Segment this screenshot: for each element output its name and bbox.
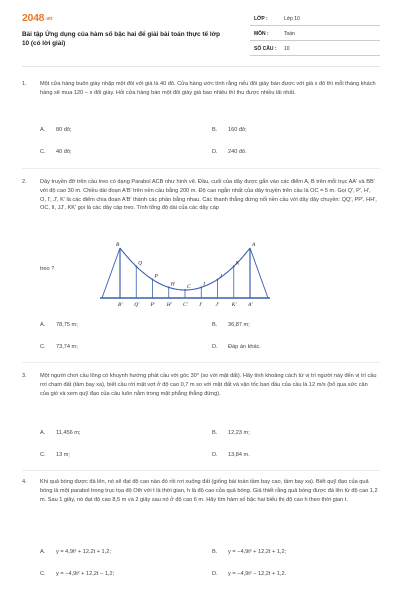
point-label: A xyxy=(252,242,256,248)
socau-value: 10 xyxy=(284,46,290,52)
point-label: I xyxy=(203,281,206,288)
option-2c[interactable]: C. 73,74 m; xyxy=(40,344,78,350)
cable-point xyxy=(152,279,154,281)
parabola-cable xyxy=(120,248,250,290)
option-2b[interactable]: B. 36,87 m; xyxy=(212,322,250,328)
deck-point-label: H' xyxy=(166,302,172,308)
deck-point-label: Q' xyxy=(134,302,140,308)
deck-point-label: K' xyxy=(231,302,237,308)
left-stay-cable xyxy=(102,248,120,298)
socau-label: SỐ CÂU : xyxy=(254,46,277,52)
question-text: Một cửa hàng buôn giày nhập một đôi với giá là 40 đô. Cửa hàng ước tính rằng nếu đôi giày bán được với giá x đô thì mỗi tháng khách hàng sẽ mua 120 − x đôi giày. Hỏi cửa hàng bán một đôi giày giá bao nhiêu thì thu được nhiều lãi nhất. xyxy=(40,81,376,96)
option-4a[interactable]: A. y = 4,9t² + 12,2t + 1,2; xyxy=(40,549,111,555)
deck-point-label: J' xyxy=(215,302,220,308)
option-1b[interactable]: B. 160 đô; xyxy=(212,127,247,133)
cable-point xyxy=(135,265,137,267)
cable-point xyxy=(184,289,186,291)
deck-point-label: I' xyxy=(199,302,203,308)
point-label: B xyxy=(116,242,120,248)
option-3d[interactable]: D. 13,84 m. xyxy=(212,452,250,458)
option-1d[interactable]: D. 240 đô. xyxy=(212,149,247,155)
option-3b[interactable]: B. 12,23 m; xyxy=(212,430,250,436)
option-1c[interactable]: C. 40 đô; xyxy=(40,149,72,155)
cable-point xyxy=(200,286,202,288)
page-header xyxy=(0,0,400,62)
point-label: Q xyxy=(138,260,143,267)
point-label: J xyxy=(219,273,222,280)
question-text-tail: treo ? xyxy=(40,266,55,272)
option-4c[interactable]: C. y = −4,9t² + 12,2t − 1,2; xyxy=(40,571,115,577)
cable-point xyxy=(217,279,219,281)
option-2d[interactable]: D. Đáp án khác. xyxy=(212,344,261,350)
header-divider xyxy=(22,66,380,67)
option-3c[interactable]: C. 13 m; xyxy=(40,452,70,458)
question-divider xyxy=(22,168,380,169)
page-title: Bài tập Ứng dụng của hàm số bậc hai để giải bài toán thực tế lớp 10 (có lời giải) xyxy=(22,31,221,47)
mon-value: Toán xyxy=(284,31,295,37)
question-text: Khi quả bóng được đá lên, nó sẽ đạt độ cao nào đó rồi rơi xuống đất (giống bài toán tầm bay cao, tầm bay xa). Biết quỹ đạo của quả bóng là một parabol trong trục tọa độ Oth với t là thời gian, h là độ cao của quả bóng. Giả thiết rằng quả bóng được đá lên từ độ cao 1,2 m. Sau 1 giây, nó đạt độ cao 8,5 m và 2 giây sau nó ở độ cao 6 m. Hãy tìm hàm số bậc hai biểu thị độ cao h theo thời gian t. xyxy=(40,479,378,503)
point-label: P xyxy=(154,273,158,280)
option-2a[interactable]: A. 78,75 m; xyxy=(40,322,78,328)
option-3a[interactable]: A. 11,456 m; xyxy=(40,430,81,436)
mon-label: MÔN : xyxy=(254,31,269,37)
question-divider xyxy=(22,362,380,363)
cable-point xyxy=(168,286,170,288)
option-4d[interactable]: D. y = −4,9t² − 12,2t + 1,2. xyxy=(212,571,287,577)
point-label: C xyxy=(187,284,191,290)
deck-point-label: A' xyxy=(248,302,253,308)
bridge-diagram xyxy=(100,236,270,314)
option-1a[interactable]: A. 80 đô; xyxy=(40,127,72,133)
right-stay-cable xyxy=(250,248,268,298)
deck-point-label: B' xyxy=(118,302,123,308)
question-text: Dây truyền đỡ trên cầu treo có dạng Parabol ACB như hình vẽ. Đầu, cuối của dây được gắn vào các điểm A, B trên mỗi trục AA' và BB' với độ cao 30 m. Chiều dài đoạn A'B' trên nền cầu bằng 200 m. Độ cao ngắn nhất của dây truyền trên cầu là OC = 5 m. Gọi Q', P', H', O, I', J', K' là các điểm chia đoạn A'B' thành các phần bằng nhau. Các thanh thẳng đứng nối nền cầu với dây dây chuyền: QQ', PP', HH', OC, II, JJ', KK' gọi là các dây cáp treo. Tính tổng độ dài của các dây cáp xyxy=(40,179,377,212)
question-number: 1. xyxy=(22,81,27,87)
question-number: 3. xyxy=(22,373,27,379)
lop-label: LỚP : xyxy=(254,16,268,22)
question-text: Một người chơi cầu lông có khuynh hướng phát cầu với góc 30° (so với mặt đất). Hãy tính khoảng cách từ vị trí người này đến vị trí cầu rơi chạm đất (tầm bay xa), biết cầu rời mặt vợt ở độ cao 0,7 m so với mặt đất và vận tốc ban đầu của cầu là 12 m/s (bỏ qua sức cản của gió và xem quỹ đạo của cầu luôn nằm trong mặt phẳng thẳng đứng). xyxy=(40,373,377,397)
deck-point-label: C' xyxy=(183,302,188,308)
option-4b[interactable]: B. y = −4,9t² + 12,2t + 1,2; xyxy=(212,549,287,555)
cable-point xyxy=(233,265,235,267)
point-label: H xyxy=(170,281,175,288)
question-number: 4. xyxy=(22,479,27,485)
question-divider xyxy=(22,470,380,471)
lop-value: Lớp 10 xyxy=(284,16,300,22)
site-logo[interactable]: 2048.vn xyxy=(22,12,53,24)
deck-point-label: P' xyxy=(150,302,155,308)
point-label: K xyxy=(235,260,240,267)
question-number: 2. xyxy=(22,179,27,185)
